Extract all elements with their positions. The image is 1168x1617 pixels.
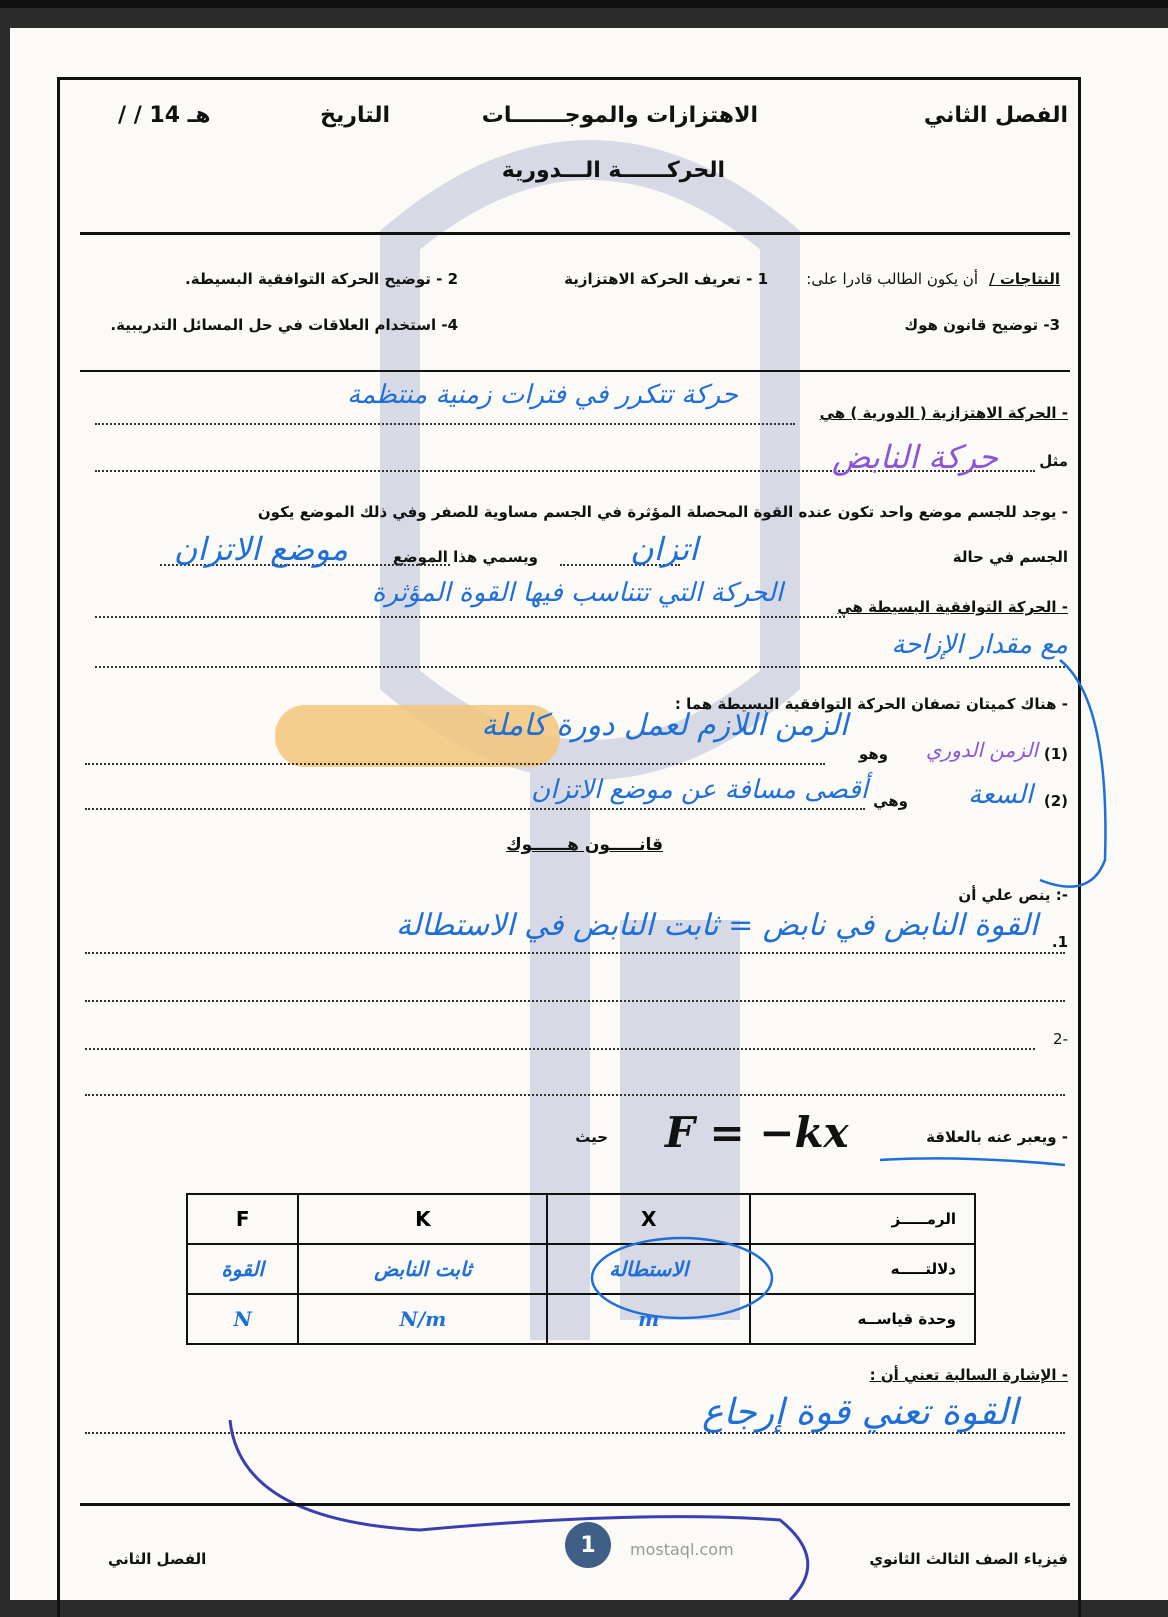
outcome-4: 4- استخدام العلاقات في حل المسائل التدريبية. — [110, 316, 458, 334]
q5-item1-name: الزمن الدوري — [925, 738, 1038, 762]
row-label: دلالتـــــه — [750, 1244, 975, 1294]
negative-label: - الإشارة السالبة تعني أن : — [869, 1366, 1068, 1384]
q3-answer-b: موضع الاتزان — [173, 530, 348, 568]
hooke-title: قانـــــون هــــــوك — [506, 835, 663, 855]
q3-label-a: الجسم في حالة — [952, 548, 1068, 566]
q5-item2-def: أقصى مسافة عن موضع الاتزان — [531, 775, 868, 805]
hooke-formula: F = −kx — [665, 1108, 849, 1157]
q4-answer-1: الحركة التي تتناسب فيها القوة المؤثرة — [371, 578, 783, 608]
page-number: 1 — [565, 1522, 611, 1568]
q5-item1-num: (1) — [1043, 745, 1068, 763]
unit-cell: N — [187, 1294, 298, 1344]
q1-answer: حركة تتكرر في فترات زمنية منتظمة — [347, 380, 738, 410]
outcome-2: 2 - توضيح الحركة التوافقية البسيطة. — [185, 270, 458, 288]
q4-label: - الحركة التوافقية البسيطة هي — [837, 598, 1068, 616]
q4-answer-2: مع مقدار الإزاحة — [891, 630, 1068, 660]
q5-item1-def: الزمن اللازم لعمل دورة كاملة — [481, 708, 848, 743]
q2-label: مثل — [1039, 452, 1068, 470]
chapter-title: الفصل الثاني — [923, 103, 1068, 128]
hooke-answer-1: القوة النابض في نابض = ثابت النابض في الاستطالة — [395, 908, 1038, 943]
where-label: حيث — [575, 1128, 608, 1146]
q3-answer-a: اتزان — [630, 530, 698, 568]
row-label: الرمـــــز — [750, 1194, 975, 1244]
hooke-states: -: ينص علي أن — [958, 886, 1068, 904]
negative-answer: القوة تعني قوة إرجاع — [702, 1392, 1018, 1433]
symbol-cell: K — [298, 1194, 547, 1244]
footer-divider — [80, 1503, 1070, 1506]
hooke-n2: -2 — [1053, 1030, 1068, 1048]
outcome-3: 3- توضيح قانون هوك — [904, 316, 1060, 334]
meaning-cell: ثابت النابض — [298, 1244, 547, 1294]
q5-item1-conj: وهو — [858, 745, 888, 763]
unit-cell: N/m — [298, 1294, 547, 1344]
row-label: وحدة قياســه — [750, 1294, 975, 1344]
q5-item2-num: (2) — [1043, 792, 1068, 810]
meaning-cell: الاستطالة — [547, 1244, 750, 1294]
q2-answer: حركة النابض — [831, 438, 998, 476]
hooke-n1: 1. — [1051, 933, 1068, 951]
footer-chapter: الفصل الثاني — [108, 1550, 207, 1568]
unit-title: الاهتزازات والموجـــــــات — [481, 103, 758, 128]
q3-label-b: ويسمي هذا الموضع — [392, 548, 538, 566]
outcome-1: 1 - تعريف الحركة الاهتزازية — [564, 270, 768, 288]
q5-item2-name: السعة — [968, 780, 1033, 810]
q3-text: - يوجد للجسم موضع واحد تكون عنده القوة المحصلة المؤثرة في الجسم مساوية للصفر وفي ذلك الموضع يكون — [257, 503, 1068, 521]
symbol-cell: F — [187, 1194, 298, 1244]
q1-label: - الحركة الاهتزازية ( الدورية ) هي — [819, 404, 1068, 422]
outcomes-label: النتاجات / — [989, 270, 1060, 288]
relation-label: - ويعبر عنه بالعلاقة — [926, 1128, 1068, 1146]
lesson-title: الحركــــــة الـــدورية — [501, 158, 725, 183]
symbol-cell: X — [547, 1194, 750, 1244]
q5-item2-conj: وهي — [873, 792, 908, 810]
unit-cell: m — [547, 1294, 750, 1344]
meaning-cell: القوة — [187, 1244, 298, 1294]
date-value: / / 14 هـ — [118, 103, 211, 128]
site-watermark: mostaql.com — [630, 1540, 734, 1559]
outcomes-intro: أن يكون الطالب قادرا على: — [806, 270, 978, 288]
date-label: التاريخ — [320, 103, 390, 128]
q5-label: - هناك كميتان تصفان الحركة التوافقية البسيطة هما : — [674, 695, 1068, 713]
footer-course: فيزياء الصف الثالث الثانوي — [869, 1550, 1068, 1568]
